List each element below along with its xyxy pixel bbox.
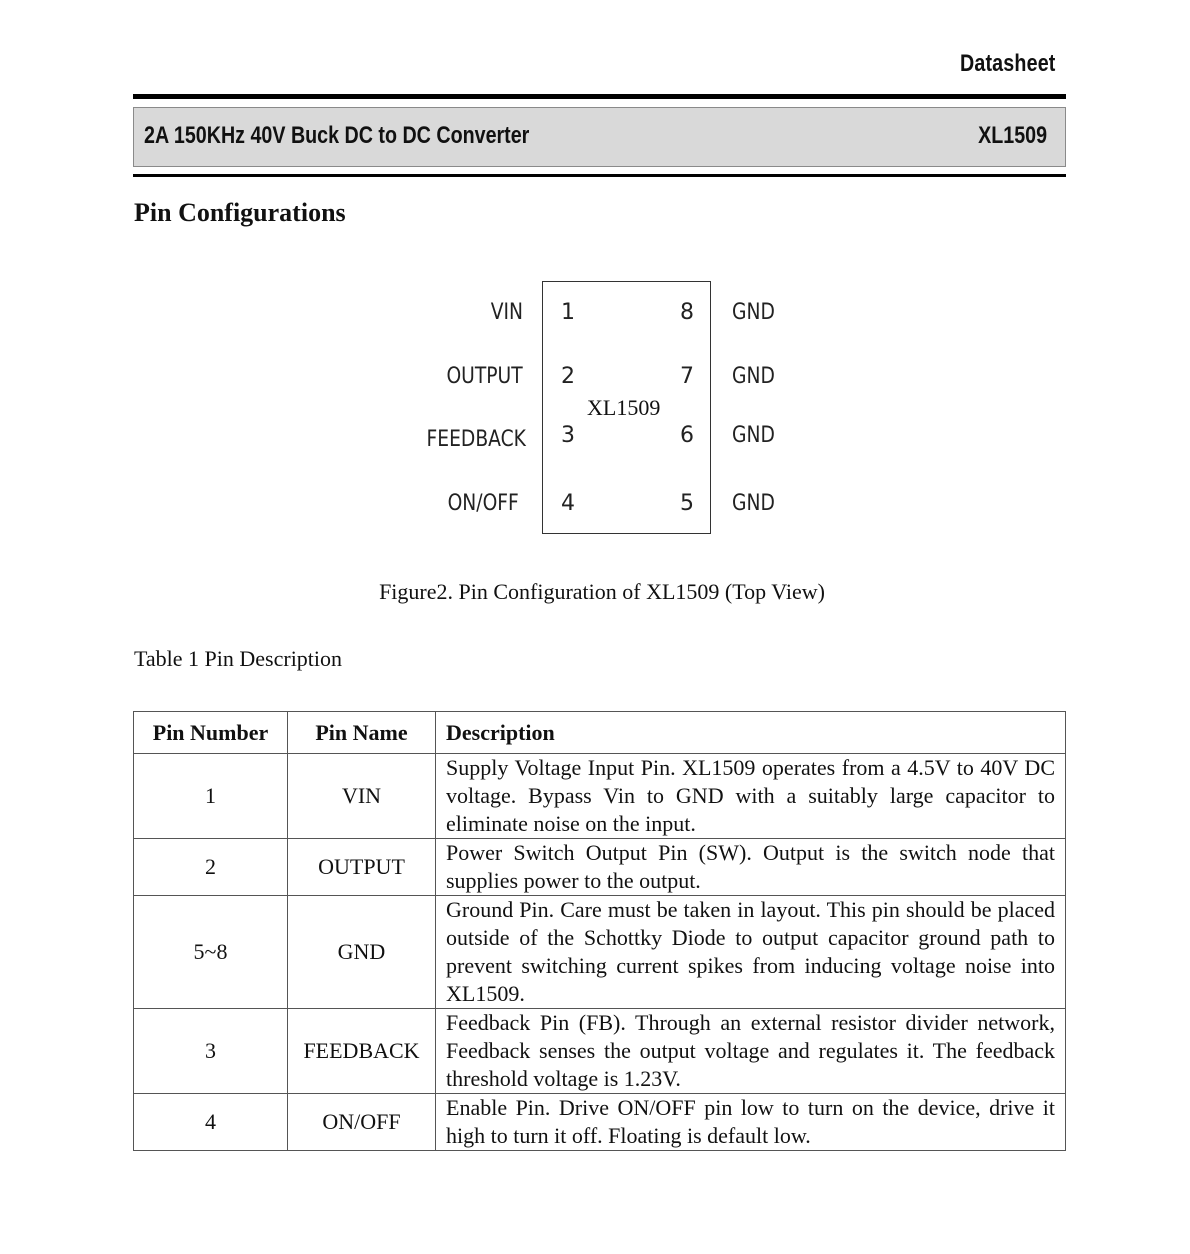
pin-number-cell: 4 — [134, 1094, 288, 1151]
figure-caption: Figure2. Pin Configuration of XL1509 (Top View) — [379, 579, 825, 604]
pin-label-right-5: GND — [732, 491, 775, 516]
pin-name-cell: VIN — [288, 754, 436, 839]
pin-number-4: 4 — [561, 491, 575, 516]
header-pin-name: Pin Name — [288, 712, 436, 754]
pin-label-right-6: GND — [732, 423, 775, 448]
pin-number-8: 8 — [680, 300, 694, 325]
table-row — [134, 896, 1066, 1009]
title-bar — [133, 107, 1066, 167]
pin-number-cell: 1 — [134, 754, 288, 839]
section-heading: Pin Configurations — [134, 198, 346, 227]
datasheet-label: Datasheet — [960, 50, 1056, 77]
pin-label-left-1: VIN — [490, 300, 523, 325]
header-description: Description — [436, 712, 1066, 754]
pin-name-cell: GND — [288, 896, 436, 1009]
header-rule-top — [133, 94, 1066, 99]
pin-label-right-8: GND — [732, 300, 775, 325]
pin-name-cell: FEEDBACK — [288, 1009, 436, 1094]
table-row — [134, 754, 1066, 839]
pin-label-left-3: FEEDBACK — [426, 427, 526, 452]
pin-number-6: 6 — [680, 423, 694, 448]
table-row — [134, 1094, 1066, 1151]
pin-name-cell: ON/OFF — [288, 1094, 436, 1151]
document-title: 2A 150KHz 40V Buck DC to DC Converter — [144, 122, 530, 149]
description-cell: Feedback Pin (FB). Through an external resistor divider network, Feedback senses the output voltage and regulates it. The feedback threshold voltage is 1.23V. — [436, 1009, 1066, 1094]
pin-label-left-2: OUTPUT — [446, 364, 523, 389]
chip-name-label: XL1509 — [587, 395, 661, 420]
table-header-row — [134, 712, 1066, 754]
part-number: XL1509 — [978, 122, 1047, 149]
header-pin-number: Pin Number — [134, 712, 288, 754]
pin-number-3: 3 — [561, 423, 575, 448]
pin-number-cell: 2 — [134, 839, 288, 896]
description-cell: Power Switch Output Pin (SW). Output is the switch node that supplies power to the output. — [436, 839, 1066, 896]
pin-number-1: 1 — [561, 300, 575, 325]
description-cell: Supply Voltage Input Pin. XL1509 operates from a 4.5V to 40V DC voltage. Bypass Vin to GND with a suitably large capacitor to eliminate noise on the input. — [436, 754, 1066, 839]
pin-number-cell: 5~8 — [134, 896, 288, 1009]
pin-label-left-4: ON/OFF — [447, 491, 519, 516]
pin-name-cell: OUTPUT — [288, 839, 436, 896]
header-rule-bottom — [133, 174, 1066, 177]
pin-number-7: 7 — [680, 364, 694, 389]
table-row — [134, 839, 1066, 896]
description-cell: Ground Pin. Care must be taken in layout. This pin should be placed outside of the Schottky Diode to output capacitor ground path to prevent switching current spikes from inducing voltage noise into XL1509. — [436, 896, 1066, 1009]
table-row — [134, 1009, 1066, 1094]
pin-number-cell: 3 — [134, 1009, 288, 1094]
pin-number-2: 2 — [561, 364, 575, 389]
description-cell: Enable Pin. Drive ON/OFF pin low to turn on the device, drive it high to turn it off. Floating is default low. — [436, 1094, 1066, 1151]
pin-description-table — [133, 711, 1066, 1151]
pin-number-5: 5 — [680, 491, 694, 516]
table-caption: Table 1 Pin Description — [134, 646, 343, 671]
pin-label-right-7: GND — [732, 364, 775, 389]
